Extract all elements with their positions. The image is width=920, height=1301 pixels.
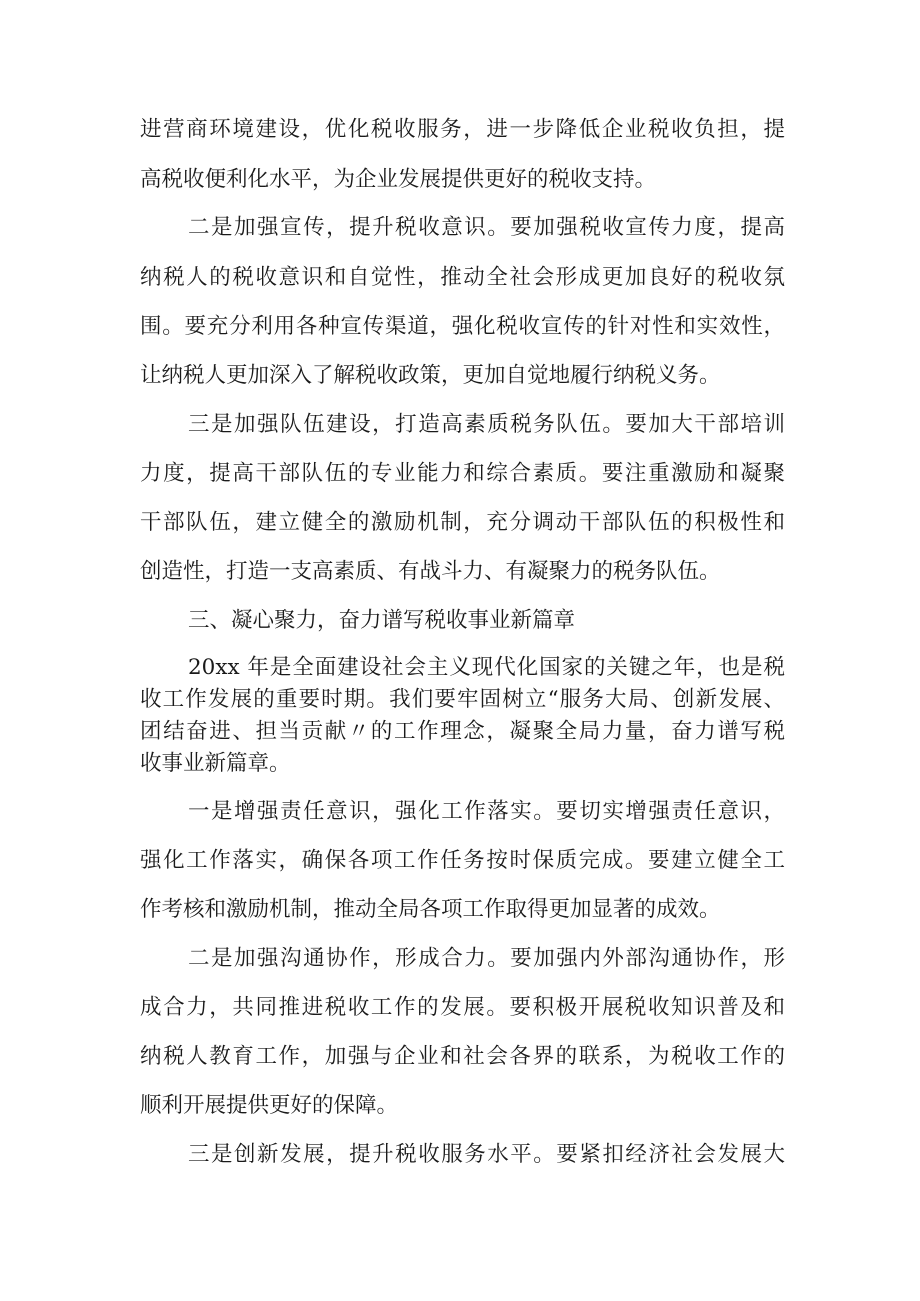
- section-heading: 三、凝心聚力，奋力谱写税收事业新篇章: [188, 608, 576, 633]
- text-line: 三是创新发展，提升税收服务水平。要紧扣经济社会发展大: [188, 1142, 785, 1167]
- text-line: 作考核和激励机制，推动全局各项工作取得更加显著的成效。: [140, 897, 721, 922]
- text-line: 纳税人教育工作，加强与企业和社会各界的联系，为税收工作的: [140, 1044, 785, 1069]
- text-line: 纳税人的税收意识和自觉性，推动全社会形成更加良好的税收氛: [140, 265, 785, 290]
- text-line: 团结奋进、担当贡献〃的工作理念，凝聚全局力量，奋力谱写税: [140, 719, 785, 744]
- text-line: 三是加强队伍建设，打造高素质税务队伍。要加大干部培训: [188, 412, 785, 437]
- text-line: 二是加强宣传，提升税收意识。要加强税收宣传力度，提高: [188, 215, 785, 240]
- text-line: 围。要充分利用各种宣传渠道，强化税收宣传的针对性和实效性，: [140, 314, 785, 339]
- text-line: 顺利开展提供更好的保障。: [140, 1093, 399, 1118]
- text-line: 强化工作落实，确保各项工作任务按时保质完成。要建立健全工: [140, 848, 785, 873]
- text-line: 高税收便利化水平，为企业发展提供更好的税收支持。: [140, 167, 657, 192]
- text-line: 收工作发展的重要时期。我们要牢固树立“服务大局、创新发展、: [140, 687, 785, 712]
- text-line: 创造性，打造一支高素质、有战斗力、有凝聚力的税务队伍。: [140, 559, 721, 584]
- text-line: 二是加强沟通协作，形成合力。要加强内外部沟通协作，形: [188, 946, 785, 971]
- text-line: 一是增强责任意识，强化工作落实。要切实增强责任意识，: [188, 799, 785, 824]
- text-line: 干部队伍，建立健全的激励机制，充分调动干部队伍的积极性和: [140, 510, 785, 535]
- text-line: 成合力，共同推进税收工作的发展。要积极开展税收知识普及和: [140, 995, 785, 1020]
- text-line: 收事业新篇章。: [140, 751, 291, 776]
- text-line: 20xx 年是全面建设社会主义现代化国家的关键之年，也是税: [188, 655, 785, 680]
- text-line: 力度，提高干部队伍的专业能力和综合素质。要注重激励和凝聚: [140, 461, 785, 486]
- text-line: 让纳税人更加深入了解税收政策，更加自觉地履行纳税义务。: [140, 363, 721, 388]
- text-line: 进营商环境建设，优化税收服务，进一步降低企业税收负担，提: [140, 117, 785, 142]
